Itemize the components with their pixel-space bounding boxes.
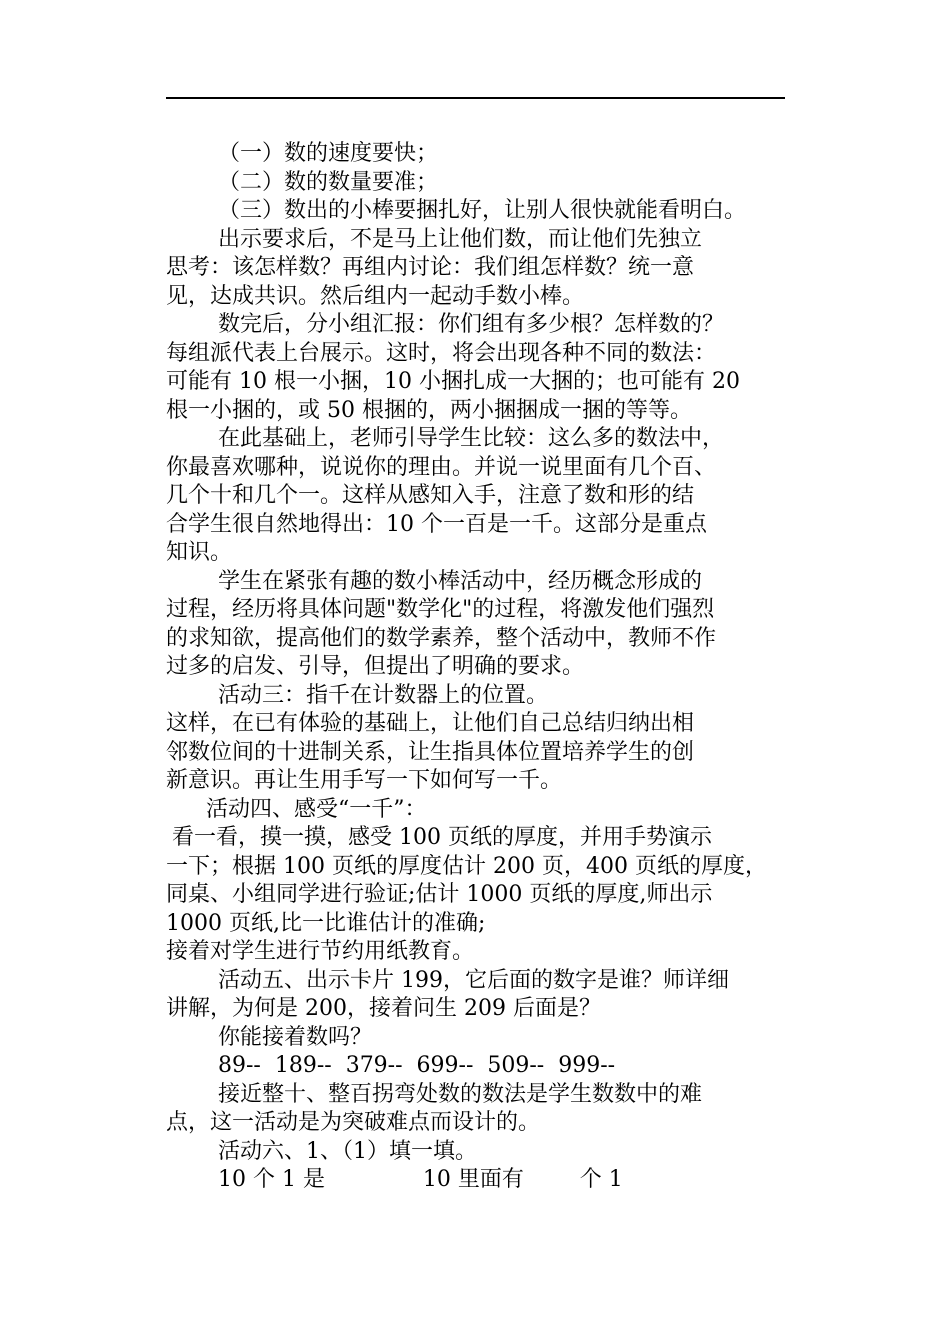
text-line: 合学生很自然地得出：10 个一百是一千。这部分是重点 — [166, 511, 707, 537]
text-line: 10 个 1 是 10 里面有 个 1 — [218, 1167, 623, 1192]
text-line: 几个十和几个一。这样从感知入手，注意了数和形的结 — [166, 483, 695, 508]
text-line: 活动五、出示卡片 199，它后面的数字是谁？师详细 — [218, 967, 729, 993]
text-line: 根一小捆的，或 50 根捆的，两小捆捆成一捆的等等。 — [166, 397, 692, 423]
text-line: 见，达成共识。然后组内一起动手数小棒。 — [166, 283, 585, 309]
text-line: 每组派代表上台展示。这时，将会出现各种不同的数法： — [166, 340, 717, 366]
text-line: 知识。 — [166, 540, 233, 565]
text-line: 出示要求后，不是马上让他们数，而让他们先独立 — [218, 226, 703, 252]
document-body — [166, 140, 806, 1195]
text-line: （二）数的数量要准； — [218, 169, 439, 195]
text-line: 活动三：指千在计数器上的位置。 — [218, 682, 549, 708]
text-line: 你最喜欢哪种，说说你的理由。并说一说里面有几个百、 — [166, 454, 717, 480]
text-line: 邻数位间的十进制关系，让生指具体位置培养学生的创 — [166, 739, 695, 765]
text-line: 接近整十、整百拐弯处数的数法是学生数数中的难 — [218, 1081, 703, 1107]
text-line: 看一看，摸一摸，感受 100 页纸的厚度，并用手势演示 — [172, 825, 712, 850]
text-line: 的求知欲，提高他们的数学素养，整个活动中，教师不作 — [166, 625, 717, 651]
text-line: 活动四、感受“一千”： — [206, 796, 427, 822]
text-line: 学生在紧张有趣的数小棒活动中，经历概念形成的 — [218, 568, 703, 594]
text-line: 在此基础上，老师引导学生比较：这么多的数法中， — [218, 426, 725, 451]
text-line: 活动六、1、（1）填一填。 — [218, 1138, 477, 1164]
text-line: 1000 页纸,比一比谁估计的准确; — [166, 910, 486, 936]
text-line: 新意识。再让生用手写一下如何写一千。 — [166, 768, 563, 793]
text-line: 89-- 189-- 379-- 699-- 509-- 999-- — [218, 1053, 616, 1078]
text-line: （一）数的速度要快； — [218, 141, 439, 166]
text-line: 过多的启发、引导，但提出了明确的要求。 — [166, 654, 585, 679]
text-line: 讲解，为何是 200，接着问生 209 后面是？ — [166, 996, 601, 1021]
text-line: 点，这一活动是为突破难点而设计的。 — [166, 1110, 541, 1135]
header-rule — [166, 97, 785, 99]
text-line: 思考：该怎样数？再组内讨论：我们组怎样数？统一意 — [166, 255, 695, 280]
text-line: 可能有 10 根一小捆，10 小捆扎成一大捆的；也可能有 20 — [166, 369, 740, 394]
text-line: 你能接着数吗？ — [218, 1024, 373, 1050]
text-line: 这样，在已有体验的基础上，让他们自己总结归纳出相 — [166, 711, 695, 736]
text-line: （三）数出的小棒要捆扎好，让别人很快就能看明白。 — [218, 198, 747, 223]
text-line: 同桌、小组同学进行验证;估计 1000 页纸的厚度,师出示 — [166, 882, 713, 907]
text-line: 一下；根据 100 页纸的厚度估计 200 页，400 页纸的厚度， — [166, 853, 767, 879]
text-line: 接着对学生进行节约用纸教育。 — [166, 939, 475, 964]
text-line: 数完后，分小组汇报：你们组有多少根？怎样数的？ — [218, 312, 725, 337]
text-line: 过程，经历将具体问题"数学化"的过程，将激发他们强烈 — [166, 597, 715, 622]
